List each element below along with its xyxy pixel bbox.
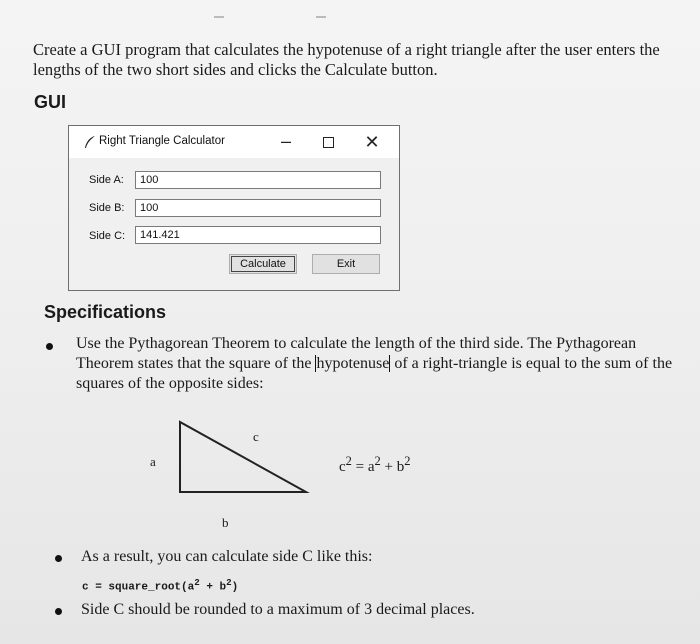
spec-bullet-1-text: Use the Pythagorean Theorem to calculate the length of the third side. The Pythagorean Theorem states that the square of the bbox=[76, 335, 637, 372]
formula-a: = a bbox=[351, 459, 375, 475]
spec-bullet-2: As a result, you can calculate side C like this: bbox=[81, 548, 373, 565]
code-mid: + b bbox=[199, 581, 227, 594]
decorative-dash bbox=[316, 16, 326, 18]
formula-c: c bbox=[339, 459, 346, 475]
close-icon[interactable]: ✕ bbox=[364, 132, 380, 152]
spec-bullet-1 bbox=[76, 334, 676, 394]
triangle-label-c: c bbox=[253, 429, 259, 444]
code-suffix: ) bbox=[231, 581, 239, 594]
side-c-input[interactable]: 141.421 bbox=[135, 226, 381, 244]
superscript-2: 2 bbox=[374, 454, 381, 468]
right-triangle-diagram bbox=[150, 418, 320, 498]
window-title: Right Triangle Calculator bbox=[99, 135, 225, 147]
triangle-label-b: b bbox=[222, 515, 229, 530]
specifications-heading: Specifications bbox=[44, 302, 167, 322]
exit-button[interactable]: Exit bbox=[312, 254, 380, 274]
decorative-dash bbox=[214, 16, 224, 18]
side-a-label: Side A: bbox=[89, 174, 124, 186]
spec-bullet-3: Side C should be rounded to a maximum of 3 decimal places. bbox=[81, 601, 475, 618]
maximize-icon[interactable] bbox=[307, 126, 349, 158]
calculator-window bbox=[68, 125, 400, 291]
gui-heading: GUI bbox=[34, 92, 67, 112]
pythagorean-formula bbox=[339, 454, 411, 476]
superscript-2: 2 bbox=[194, 577, 200, 588]
side-c-label: Side C: bbox=[89, 230, 126, 242]
bullet bbox=[55, 608, 62, 615]
bullet bbox=[46, 343, 53, 350]
side-a-input[interactable]: 100 bbox=[135, 171, 381, 189]
side-b-input[interactable]: 100 bbox=[135, 199, 381, 217]
feather-icon bbox=[82, 134, 98, 150]
triangle-label-a: a bbox=[150, 454, 156, 469]
minimize-icon[interactable]: – bbox=[280, 131, 291, 151]
spec-bullet-1-text-end: of a right-triangle is equal to the sum of the squares of the opposite sides: bbox=[76, 355, 673, 392]
superscript-2: 2 bbox=[226, 577, 232, 588]
code-prefix: c = square_root(a bbox=[82, 581, 195, 594]
superscript-2: 2 bbox=[345, 454, 352, 468]
title-bar[interactable] bbox=[69, 126, 399, 158]
bullet bbox=[55, 555, 62, 562]
code-snippet bbox=[82, 577, 238, 594]
hypotenuse-highlight: hypotenuse bbox=[316, 355, 390, 372]
calculate-button[interactable]: Calculate bbox=[229, 254, 297, 274]
superscript-2: 2 bbox=[404, 454, 411, 468]
formula-b: + b bbox=[380, 459, 405, 475]
side-b-label: Side B: bbox=[89, 202, 125, 214]
intro-text: Create a GUI program that calculates the hypotenuse of a right triangle after the user enters the lengths of the two short sides and clicks the Calculate button. bbox=[33, 40, 660, 79]
